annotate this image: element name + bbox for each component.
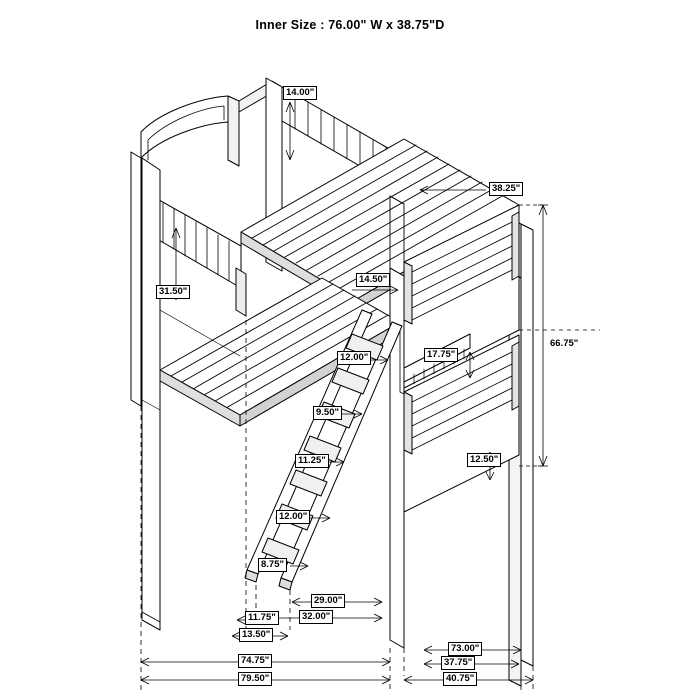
- dimension-label-12-50: 12.50": [467, 453, 501, 467]
- dimension-label-37-75: 37.75": [441, 656, 475, 670]
- dimension-label-38-25: 38.25": [489, 182, 523, 196]
- dimension-label-9-50: 9.50": [313, 406, 342, 420]
- dimension-label-31-50: 31.50": [156, 285, 190, 299]
- dimension-label-8-75: 8.75": [258, 558, 287, 572]
- dimension-label-14-50: 14.50": [356, 273, 390, 287]
- dimension-label-11-75: 11.75": [245, 611, 279, 625]
- dimension-label-79-50: 79.50": [238, 672, 272, 686]
- dimension-label-73-00: 73.00": [448, 642, 482, 656]
- dimension-label-11-25: 11.25": [295, 454, 329, 468]
- dimension-label-17-75: 17.75": [424, 348, 458, 362]
- dimension-label-12-00-b: 12.00": [276, 510, 310, 524]
- dimension-label-40-75: 40.75": [443, 672, 477, 686]
- dimension-label-32-00: 32.00": [299, 610, 333, 624]
- dimension-label-74-75: 74.75": [238, 654, 272, 668]
- page-title: Inner Size : 76.00" W x 38.75"D: [255, 18, 445, 32]
- dimension-label-13-50: 13.50": [239, 628, 273, 642]
- dimension-label-66-75: 66.75": [550, 338, 579, 349]
- dimension-label-14-00: 14.00": [283, 86, 317, 100]
- dimension-label-29-00: 29.00": [311, 594, 345, 608]
- dimension-label-12-00-a: 12.00": [337, 351, 371, 365]
